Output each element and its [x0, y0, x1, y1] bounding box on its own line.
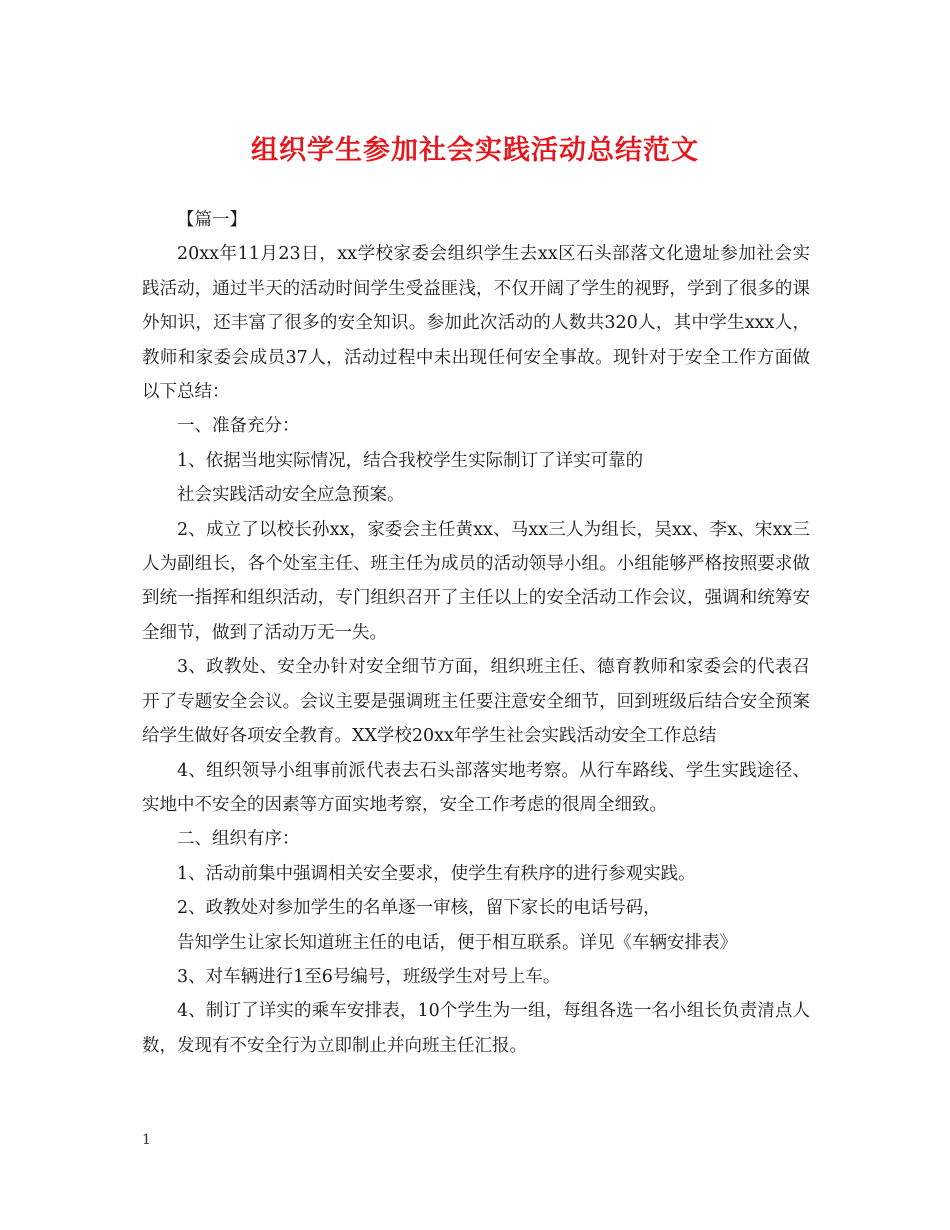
paragraph-section-heading: 【篇一】 [177, 210, 247, 230]
paragraph-prep-item-3: 3、政教处、安全办针对安全细节方面，组织班主任、德育教师和家委会的代表召开了专题安全会议。会议主要是强调班主任要注意安全细节，回到班级后结合安全预案给学生做好各项安全教育。XX学校20xx年学生社会实践活动安全工作总结 [142, 657, 810, 747]
paragraph-prep-item-1: 1、依据当地实际情况，结合我校学生实际制订了详实可靠的 [177, 450, 644, 471]
paragraph-prep-item-2: 2、成立了以校长孙xx，家委会主任黄xx、马xx三人为组长，吴xx、李x、宋xx三人为副组长，各个处室主任、班主任为成员的活动领导小组。小组能够严格按照要求做到统一指挥和组织活动，专门组织召开了主任以上的安全活动工作会议，强调和统筹安全细节，做到了活动万无一失。 [142, 519, 810, 643]
paragraph-org-item-2-cont: 告知学生让家长知道班主任的电话，便于相互联系。详见《车辆安排表》 [177, 932, 737, 953]
paragraph-org-item-2: 2、政教处对参加学生的名单逐一审核，留下家长的电话号码， [177, 898, 661, 919]
paragraph-prep-item-1-cont: 社会实践活动安全应急预案。 [177, 485, 405, 506]
paragraph-heading-preparation: 一、准备充分： [177, 416, 300, 437]
paragraph-heading-organization: 二、组织有序： [177, 829, 300, 850]
paragraph-org-item-4: 4、制订了详实的乘车安排表，10个学生为一组，每组各选一名小组长负责清点人数，发现有不安全行为立即制止并向班主任汇报。 [142, 1001, 810, 1056]
paragraph-org-item-3: 3、对车辆进行1至6号编号，班级学生对号上车。 [177, 966, 561, 987]
paragraph-intro: 20xx年11月23日，xx学校家委会组织学生去xx区石头部落文化遗址参加社会实践活动，通过半天的活动时间学生受益匪浅，不仅开阔了学生的视野，学到了很多的课外知识，还丰富了很多的安全知识。参加此次活动的人数共320人，其中学生xxx人，教师和家委会成员37人，活动过程中未出现任何安全事故。现针对于安全工作方面做以下总结： [142, 244, 810, 403]
document-title: 组织学生参加社会实践活动总结范文 [251, 135, 699, 166]
paragraph-org-item-1: 1、活动前集中强调相关安全要求，使学生有秩序的进行参观实践。 [177, 863, 696, 884]
paragraph-prep-item-4: 4、组织领导小组事前派代表去石头部落实地考察。从行车路线、学生实践途径、实地中不安全的因素等方面实地考察，安全工作考虑的很周全细致。 [142, 760, 810, 815]
document-body [142, 203, 810, 1063]
page-number: 1 [142, 1132, 151, 1148]
